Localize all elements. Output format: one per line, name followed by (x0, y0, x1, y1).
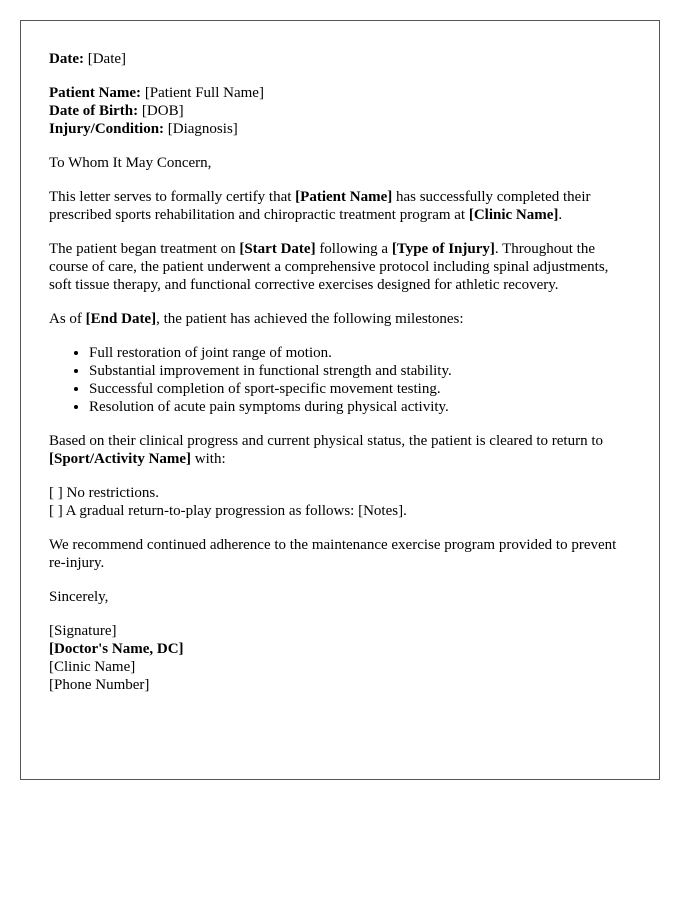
para2-text-1: The patient began treatment on (49, 241, 240, 257)
para1-text-2: has successfully completed their prescribed sports rehabilitation and chiropractic treatment program at (49, 189, 591, 223)
patient-name-line (49, 84, 631, 102)
dob-line (49, 102, 631, 120)
closing: Sincerely, (49, 589, 109, 605)
list-item: • Substantial improvement in functional strength and stability. (89, 362, 631, 380)
para3-text-2: , the patient has achieved the following milestones: (156, 311, 464, 327)
para4-text-1: Based on their clinical progress and current physical status, the patient is cleared to return to (49, 433, 603, 449)
clearance-paragraph (49, 432, 631, 468)
para2-text-3: . Throughout the course of care, the patient underwent a comprehensive protocol including spinal adjustments, soft tissue therapy, and functional corrective exercises designed for athletic recovery. (49, 241, 609, 293)
list-item: • Successful completion of sport-specific movement testing. (89, 380, 631, 398)
option-no-restrictions: [ ] No restrictions. (49, 485, 159, 501)
para3-text-1: As of (49, 311, 86, 327)
clearance-options (49, 484, 631, 520)
para2-start-date: [Start Date] (239, 241, 316, 257)
date-line (49, 50, 631, 68)
para1-text-3: . (558, 207, 563, 223)
signature-placeholder: [Signature] (49, 623, 117, 639)
injury-label: Injury/Condition: (49, 121, 165, 137)
injury-line (49, 120, 631, 138)
milestones-intro (49, 310, 631, 328)
patient-name-value: [Patient Full Name] (144, 85, 264, 101)
para4-sport-name: [Sport/Activity Name] (49, 451, 192, 467)
list-item: • Full restoration of joint range of motion. (89, 344, 631, 362)
certification-paragraph (49, 188, 631, 224)
dob-label: Date of Birth: (49, 103, 139, 119)
para3-end-date: [End Date] (85, 311, 157, 327)
phone-number: [Phone Number] (49, 677, 150, 693)
date-value: [Date] (87, 51, 127, 67)
doctor-name: [Doctor's Name, DC] (49, 641, 184, 657)
injury-value: [Diagnosis] (167, 121, 238, 137)
date-label: Date: (49, 51, 84, 67)
treatment-paragraph (49, 240, 631, 294)
para2-injury-type: [Type of Injury] (391, 241, 495, 257)
para1-patient-name: [Patient Name] (295, 189, 393, 205)
list-item: • Resolution of acute pain symptoms during physical activity. (89, 398, 631, 416)
para1-clinic-name: [Clinic Name] (468, 207, 559, 223)
clinic-name: [Clinic Name] (49, 659, 136, 675)
recommendation-paragraph: We recommend continued adherence to the maintenance exercise program provided to prevent re-injury. (49, 537, 617, 571)
letter-page (20, 20, 660, 780)
patient-name-label: Patient Name: (49, 85, 142, 101)
signature-block (49, 622, 631, 694)
option-gradual-return: [ ] A gradual return-to-play progression as follows: [Notes]. (49, 503, 407, 519)
salutation: To Whom It May Concern, (49, 155, 212, 171)
dob-value: [DOB] (141, 103, 184, 119)
patient-info (49, 84, 631, 138)
milestones-list (49, 344, 631, 416)
para4-text-2: with: (191, 451, 226, 467)
para2-text-2: following a (315, 241, 392, 257)
para1-text-1: This letter serves to formally certify that (49, 189, 296, 205)
